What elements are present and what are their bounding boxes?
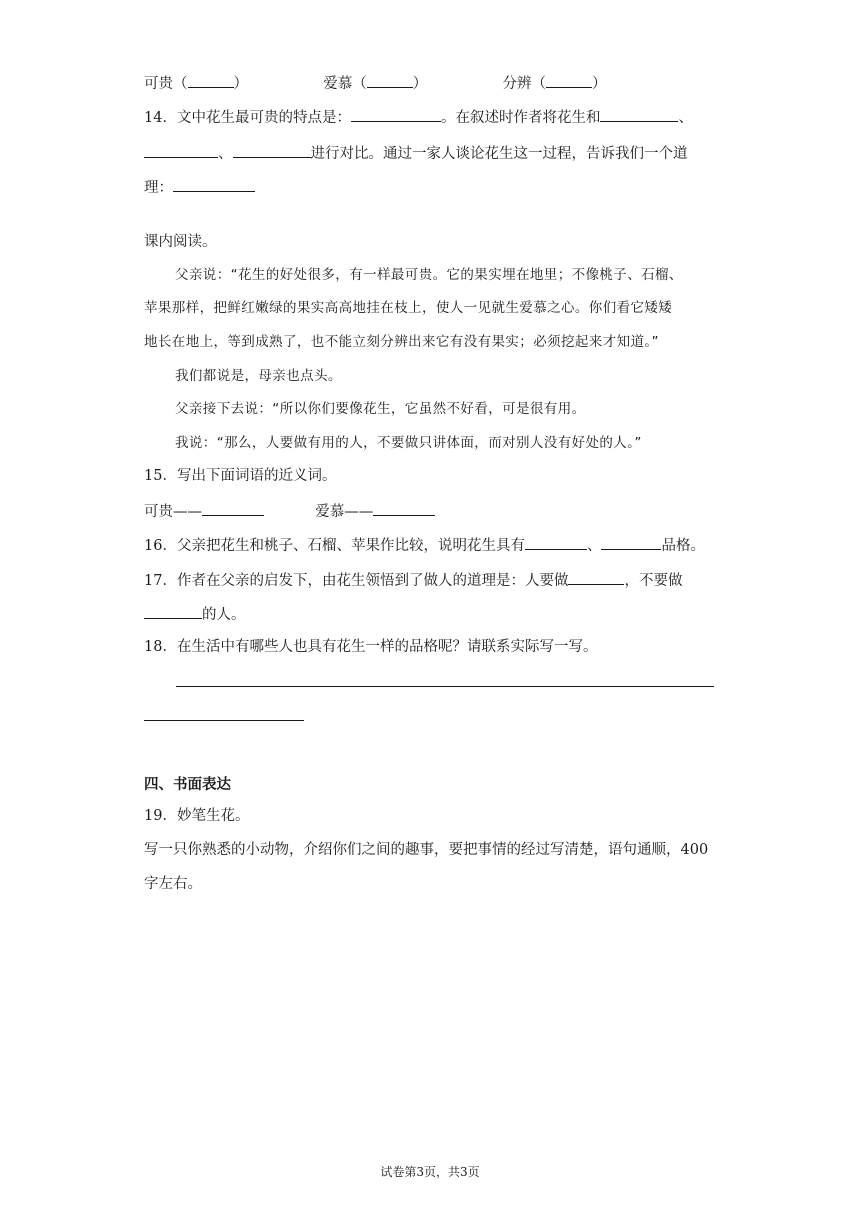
answer-blank[interactable] [601, 534, 661, 550]
passage-line: 地长在地上，等到成熟了，也不能立刻分辨出来它有没有果实；必须挖起来才知道。” [144, 334, 659, 350]
q19-prompt-line: 字左右。 [144, 876, 202, 892]
answer-blank[interactable] [525, 534, 587, 550]
page-footer: 试卷第3页，共3页 [380, 1165, 480, 1179]
q18-prompt: 18．在生活中有哪些人也具有花生一样的品格呢？请联系实际写一写。 [144, 639, 598, 655]
answer-blank[interactable] [188, 72, 234, 88]
separator: 、 [586, 538, 602, 554]
q16-text: 16．父亲把花生和桃子、石榴、苹果作比较，说明花生具有 [144, 538, 525, 554]
q13-item-aimu [323, 76, 432, 92]
close-paren: ） [591, 76, 607, 92]
passage-line: 我们都说是，母亲也点头。 [175, 368, 342, 384]
q13-item-fenbian [502, 76, 606, 92]
q17-text: 的人。 [202, 607, 246, 623]
answer-blank[interactable] [351, 106, 441, 122]
q13-item-kegui [144, 76, 253, 92]
q19-prompt-line: 写一只你熟悉的小动物，介绍你们之间的趣事，要把事情的经过写清楚，语句通顺，400 [144, 842, 709, 858]
section-heading: 四、书面表达 [144, 776, 231, 793]
q14-text: 进行对比。通过一家人谈论花生这一过程，告诉我们一个道 [310, 146, 688, 162]
answer-blank[interactable] [373, 500, 435, 516]
answer-blank[interactable] [546, 72, 592, 88]
close-paren: ） [412, 76, 428, 92]
close-paren: ） [233, 76, 248, 92]
separator: 、 [678, 110, 693, 126]
q13-items-row [144, 72, 606, 94]
q14-text: 理： [144, 180, 173, 196]
answer-blank[interactable] [600, 106, 678, 122]
passage-line: 父亲接下去说：“所以你们要像花生，它虽然不好看，可是很有用。 [175, 401, 586, 417]
passage-line: 我说：“那么，人要做有用的人，不要做只讲体面，而对别人没有好处的人。” [175, 435, 642, 451]
q15-item-kegui: 可贵—— [144, 504, 202, 520]
q16-line [144, 534, 705, 556]
separator: 、 [218, 146, 233, 162]
q13-word: 分辨 [502, 76, 532, 92]
q16-text: 品格。 [661, 538, 705, 554]
answer-blank[interactable] [233, 142, 311, 158]
q17-text: ，不要做 [624, 573, 683, 589]
passage-line: 苹果那样，把鲜红嫩绿的果实高高地挂在枝上，使人一见就生爱慕之心。你们看它矮矮 [144, 300, 673, 316]
passage-line: 父亲说：“花生的好处很多，有一样最可贵。它的果实埋在地里；不像桃子、石榴、 [175, 267, 683, 283]
q14-line1 [144, 106, 693, 128]
q14-text: 。在叙述时作者将花生和 [440, 110, 601, 126]
answer-blank[interactable] [144, 603, 202, 619]
answer-blank[interactable] [144, 142, 218, 158]
q14-line2 [144, 142, 688, 164]
open-paren: （ [531, 76, 546, 92]
q14-line3 [144, 176, 255, 198]
q13-word: 爱慕 [323, 76, 353, 92]
question-number: 14． [144, 110, 177, 126]
q17-line1 [144, 569, 682, 591]
q13-word: 可贵 [144, 76, 173, 92]
q18-answer-line[interactable] [144, 720, 304, 721]
q17-text: 17．作者在父亲的启发下，由花生领悟到了做人的道理是：人要做 [144, 573, 569, 589]
open-paren: （ [352, 76, 367, 92]
answer-blank[interactable] [173, 176, 255, 192]
answer-blank[interactable] [367, 72, 413, 88]
open-paren: （ [173, 76, 188, 92]
q17-line2 [144, 603, 246, 625]
q15-item-aimu: 爱慕—— [315, 504, 374, 520]
q15-items-row [144, 500, 435, 522]
reading-title: 课内阅读。 [144, 234, 217, 250]
answer-blank[interactable] [202, 500, 264, 516]
q15-prompt: 15．写出下面词语的近义词。 [144, 468, 337, 484]
q18-answer-line[interactable] [176, 686, 714, 687]
q19-title: 19．妙笔生花。 [144, 808, 250, 824]
answer-blank[interactable] [568, 569, 624, 585]
q14-text: 文中花生最可贵的特点是： [176, 110, 351, 126]
